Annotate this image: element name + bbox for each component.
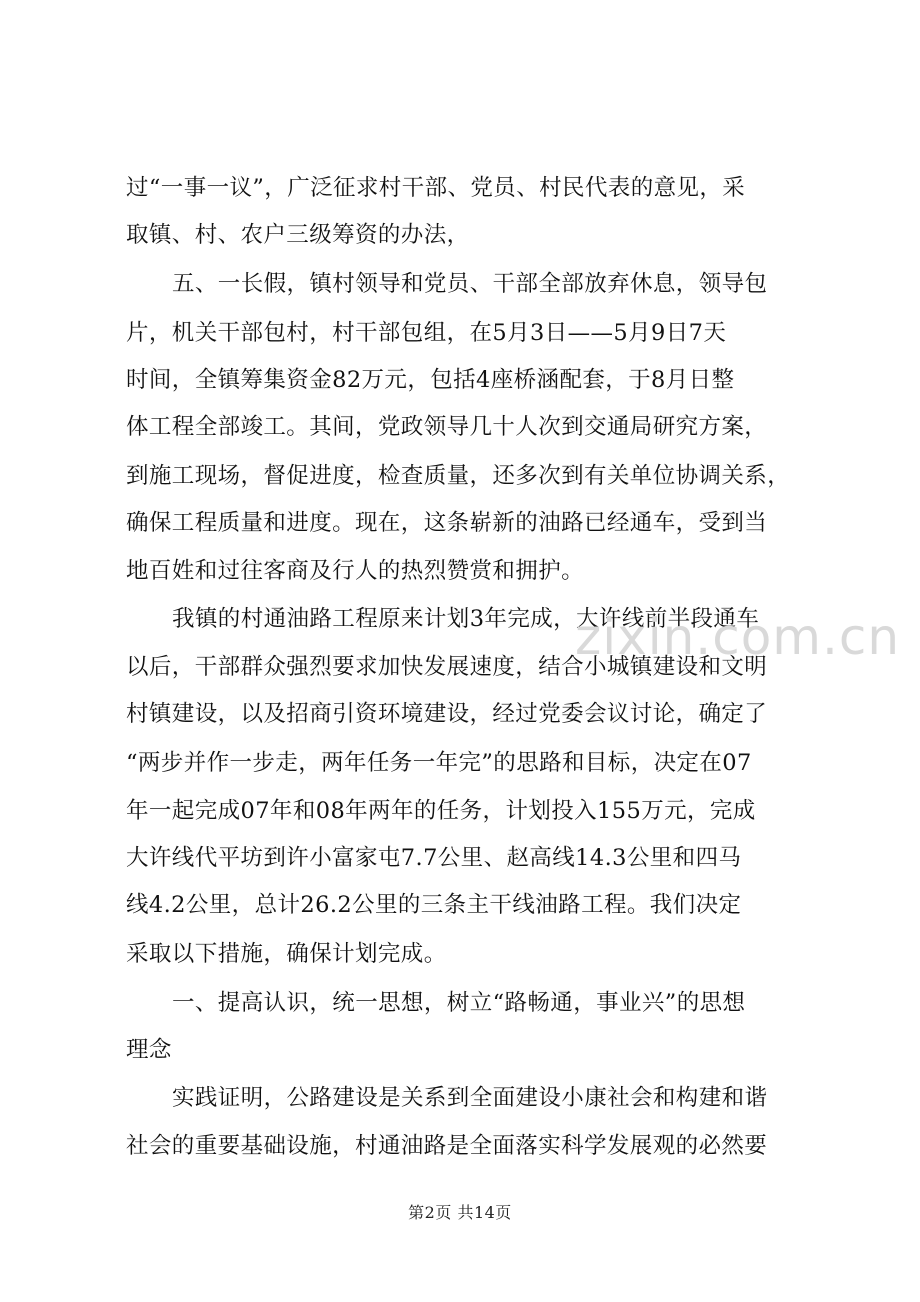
text-line: 村镇建设，以及招商引资环境建设，经过党委会议讨论，确定了 bbox=[126, 701, 768, 727]
text-line: 社会的重要基础设施，村通油路是全面落实科学发展观的必然要 bbox=[126, 1133, 768, 1159]
text-line: 体工程全部竣工。其间，党政领导几十人次到交通局研究方案， bbox=[126, 414, 768, 440]
section-heading-line: 理念 bbox=[126, 1037, 172, 1063]
text-line: 时间，全镇筹集资金82万元，包括4座桥涵配套，于8月日整 bbox=[126, 367, 735, 393]
text-line: 片，机关干部包村，村干部包组，在5月3日——5月9日7天 bbox=[126, 320, 727, 346]
text-line: 地百姓和过往客商及行人的热烈赞赏和拥护。 bbox=[126, 558, 585, 584]
text-line: 大许线代平坊到许小富家屯7.7公里、赵高线14.3公里和四马 bbox=[126, 845, 742, 871]
text-line: “两步并作一步走，两年任务一年完”的思路和目标，决定在07 bbox=[126, 750, 752, 776]
paragraph-line: 实践证明，公路建设是关系到全面建设小康社会和构建和谐 bbox=[172, 1085, 768, 1111]
text-line: 到施工现场，督促进度，检查质量，还多次到有关单位协调关系， bbox=[126, 463, 791, 489]
watermark: zixin.com.cn bbox=[575, 608, 901, 666]
paragraph-line: 五、一长假，镇村领导和党员、干部全部放弃休息，领导包 bbox=[172, 271, 768, 297]
page-footer: 第2页 共14页 bbox=[408, 1203, 512, 1222]
text-line: 确保工程质量和进度。现在，这条崭新的油路已经通车，受到当 bbox=[126, 510, 768, 536]
text-line: 采取以下措施，确保计划完成。 bbox=[126, 941, 447, 967]
text-line: 年一起完成07年和08年两年的任务，计划投入155万元，完成 bbox=[126, 798, 756, 824]
section-heading-line: 一、提高认识，统一思想，树立“路畅通，事业兴”的思想 bbox=[172, 990, 746, 1016]
paragraph-line: 我镇的村通油路工程原来计划3年完成，大许线前半段通车 bbox=[172, 606, 760, 632]
text-line: 过“一事一议”，广泛征求村干部、党员、村民代表的意见，采 bbox=[126, 175, 746, 201]
text-line: 以后，干部群众强烈要求加快发展速度，结合小城镇建设和文明 bbox=[126, 654, 768, 680]
text-line: 线4.2公里，总计26.2公里的三条主干线油路工程。我们决定 bbox=[126, 892, 742, 918]
text-line: 取镇、村、农户三级筹资的办法， bbox=[126, 222, 470, 248]
